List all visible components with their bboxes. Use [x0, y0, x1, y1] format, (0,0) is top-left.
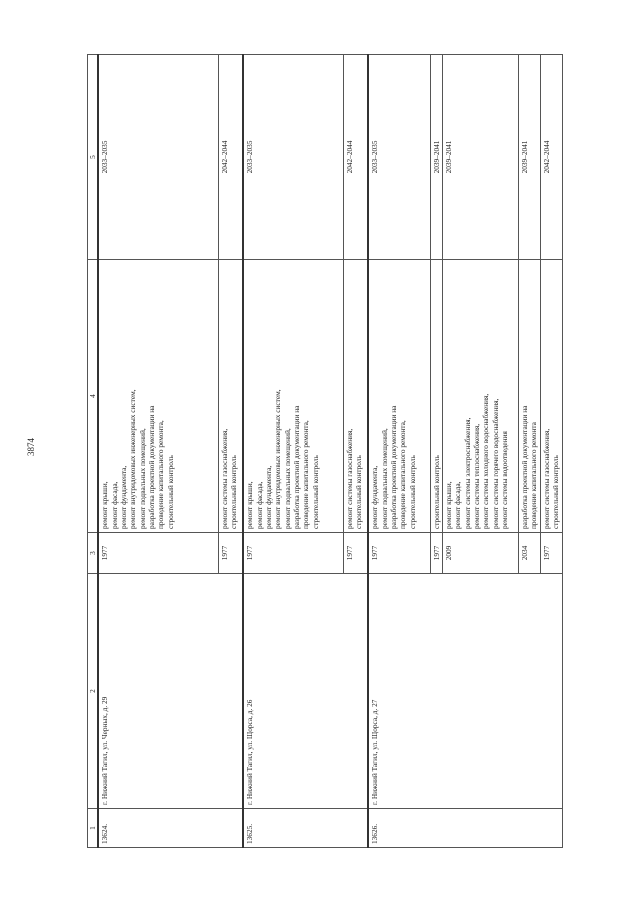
- period: 2042–2044: [218, 55, 243, 260]
- row-number: 13625.: [243, 809, 368, 848]
- period: 2033–2035: [243, 55, 343, 260]
- col-header-2: 2: [88, 574, 99, 809]
- rotated-table-container: [87, 80, 561, 848]
- row-number: 13624.: [98, 809, 243, 848]
- works: ремонт фундамента, ремонт подвальных помещений, разработка проектной документации на проведение капитального ремонта, строительный контроль: [368, 260, 430, 533]
- year: 1977: [368, 533, 430, 574]
- col-header-5: 5: [88, 55, 99, 260]
- header-row: [88, 55, 99, 848]
- address: г. Нижний Тагил, ул. Черных, д. 29: [98, 574, 243, 809]
- table-row: [243, 55, 343, 848]
- capital-repair-table: [87, 54, 563, 848]
- year: 1977: [218, 533, 243, 574]
- row-number: 13626.: [368, 809, 562, 848]
- address: г. Нижний Тагил, ул. Щорса, д. 26: [243, 574, 368, 809]
- works: ремонт крыши, ремонт фасада, ремонт фундамента, ремонт внутридомовых инженерных систем, ремонт подвальных помещений, разработка проектной документации на проведение капитального ремонта, строительный контроль: [243, 260, 343, 533]
- table-body: [98, 55, 562, 848]
- table-row: [368, 55, 430, 848]
- year: 1977: [343, 533, 368, 574]
- year: 1977: [98, 533, 218, 574]
- page-number: 3874: [26, 438, 36, 456]
- address: г. Нижний Тагил, ул. Щорса, д. 27: [368, 574, 562, 809]
- period: 2039–2041: [443, 55, 519, 260]
- works: разработка проектной документации на проведение капитального ремонта: [519, 260, 541, 533]
- col-header-1: 1: [88, 809, 99, 848]
- period: 2042–2044: [541, 55, 563, 260]
- year: 2034: [519, 533, 541, 574]
- year: 2009: [443, 533, 519, 574]
- works: строительный контроль: [430, 260, 442, 533]
- period: 2033–2035: [368, 55, 430, 260]
- col-header-3: 3: [88, 533, 99, 574]
- period: 2042–2044: [343, 55, 368, 260]
- works: ремонт системы газоснабжения, строительный контроль: [218, 260, 243, 533]
- year: 1977: [430, 533, 442, 574]
- period: 2039–2041: [519, 55, 541, 260]
- col-header-4: 4: [88, 260, 99, 533]
- table-row: [98, 55, 218, 848]
- works: ремонт крыши, ремонт фасада, ремонт системы электроснабжения, ремонт системы теплоснабжения, ремонт системы холодного водоснабжения, ремонт системы горячего водоснабжения, ремонт системы водоотведения: [443, 260, 519, 533]
- works: ремонт системы газоснабжения, строительный контроль: [541, 260, 563, 533]
- works: ремонт системы газоснабжения, строительный контроль: [343, 260, 368, 533]
- period: 2039–2041: [430, 55, 442, 260]
- year: 1977: [541, 533, 563, 574]
- period: 2033–2035: [98, 55, 218, 260]
- works: ремонт крыши, ремонт фасада, ремонт фундамента, ремонт внутридомовых инженерных систем, ремонт подвальных помещений, разработка проектной документации на проведение капитального ремонта, строительный контроль: [98, 260, 218, 533]
- year: 1977: [243, 533, 343, 574]
